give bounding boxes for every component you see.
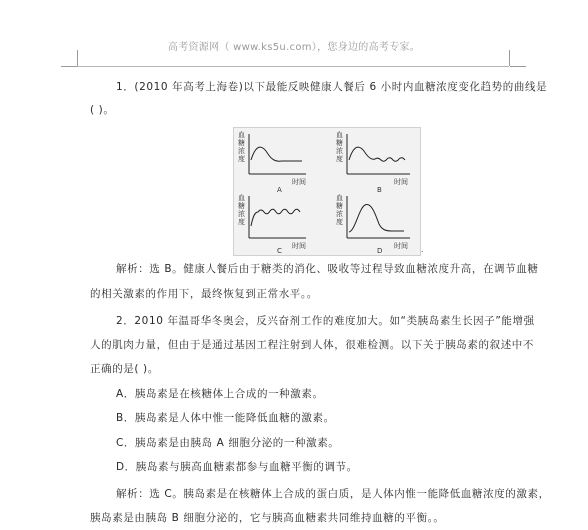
crop-mark-top-left-h xyxy=(61,66,77,67)
panel-c-label: C xyxy=(277,247,282,255)
panel-d-ylabel-4: 度 xyxy=(336,218,343,226)
crop-mark-top-left xyxy=(77,50,78,66)
page-header: 高考资源网（ www.ks5u.com），您身边的高考专家。 xyxy=(167,42,421,53)
panel-a-ylabel-1: 血 xyxy=(238,131,245,139)
a1-line-2: 的相关激素的作用下，最终恢复到正常水平。。 xyxy=(90,288,318,300)
panel-c-ylabel-2: 糖 xyxy=(238,202,245,210)
panel-c-ylabel-4: 度 xyxy=(238,218,245,226)
panel-d-ylabel-1: 血 xyxy=(336,194,343,202)
panel-d-ylabel-2: 糖 xyxy=(336,202,343,210)
q2-line-1: 2．2010 年温哥华冬奥会，反兴奋剂工作的难度加大。如“类胰岛素生长因子”能增强 xyxy=(116,315,535,327)
panel-b-xlabel: 时间 xyxy=(394,178,408,186)
panel-a xyxy=(238,130,306,194)
q2-line-2: 人的肌肉力量，但由于是通过基因工程注射到人体，很难检测。以下关于胰岛素的叙述中不 xyxy=(90,339,534,351)
panel-d-ylabel-3: 浓 xyxy=(336,210,343,218)
panel-b-ylabel-2: 糖 xyxy=(336,139,343,147)
option-d: D．胰岛素与胰高血糖素都参与血糖平衡的调节。 xyxy=(116,461,358,473)
panel-a-label: A xyxy=(277,186,282,194)
panel-c-ylabel-3: 浓 xyxy=(238,210,245,218)
panel-b-label: B xyxy=(377,186,382,194)
panel-d-xlabel: 时间 xyxy=(394,242,408,250)
panel-a-ylabel-4: 度 xyxy=(238,155,245,163)
panel-a-xlabel: 时间 xyxy=(292,178,306,186)
option-c: C．胰岛素是由胰岛 A 细胞分泌的一种激素。 xyxy=(116,437,340,449)
panel-b-ylabel-4: 度 xyxy=(336,155,343,163)
panel-c-xlabel: 时间 xyxy=(292,242,306,250)
q1-line-1: 1．(2010 年高考上海卷)以下最能反映健康人餐后 6 小时内血糖浓度变化趋势的曲线是 xyxy=(116,81,548,93)
figure-paragraph-mark: . xyxy=(421,245,424,254)
a2-line-1: 解析：选 C。胰岛素是在核糖体上合成的蛋白质，是人体内惟一能降低血糖浓度的激素， xyxy=(116,488,550,500)
panel-b-ylabel-3: 浓 xyxy=(336,147,343,155)
a2-line-2: 胰岛素是由胰岛 B 细胞分泌的，它与胰高血糖素共同维持血糖的平衡。。 xyxy=(90,512,445,524)
panel-d-label: D xyxy=(377,247,383,255)
panel-c xyxy=(238,193,306,255)
glucose-curve-figure xyxy=(233,127,421,256)
q1-line-2: ( )。 xyxy=(90,104,115,116)
header-rule xyxy=(77,66,509,67)
panel-c-ylabel-1: 血 xyxy=(238,194,245,202)
panel-d xyxy=(336,193,410,255)
panel-b xyxy=(336,130,410,194)
option-b: B．胰岛素是人体中惟一能降低血糖的激素。 xyxy=(116,412,335,424)
crop-mark-top-right-h xyxy=(510,66,526,67)
panel-a-ylabel-2: 糖 xyxy=(238,139,245,147)
crop-mark-top-right xyxy=(509,50,510,66)
panel-a-ylabel-3: 浓 xyxy=(238,147,245,155)
q2-line-3: 正确的是( )。 xyxy=(90,363,159,375)
panel-b-ylabel-1: 血 xyxy=(336,131,343,139)
a1-line-1: 解析：选 B。健康人餐后由于糖类的消化、吸收等过程导致血糖浓度升高，在调节血糖 xyxy=(116,263,539,275)
option-a: A．胰岛素是在核糖体上合成的一种激素。 xyxy=(116,388,324,400)
